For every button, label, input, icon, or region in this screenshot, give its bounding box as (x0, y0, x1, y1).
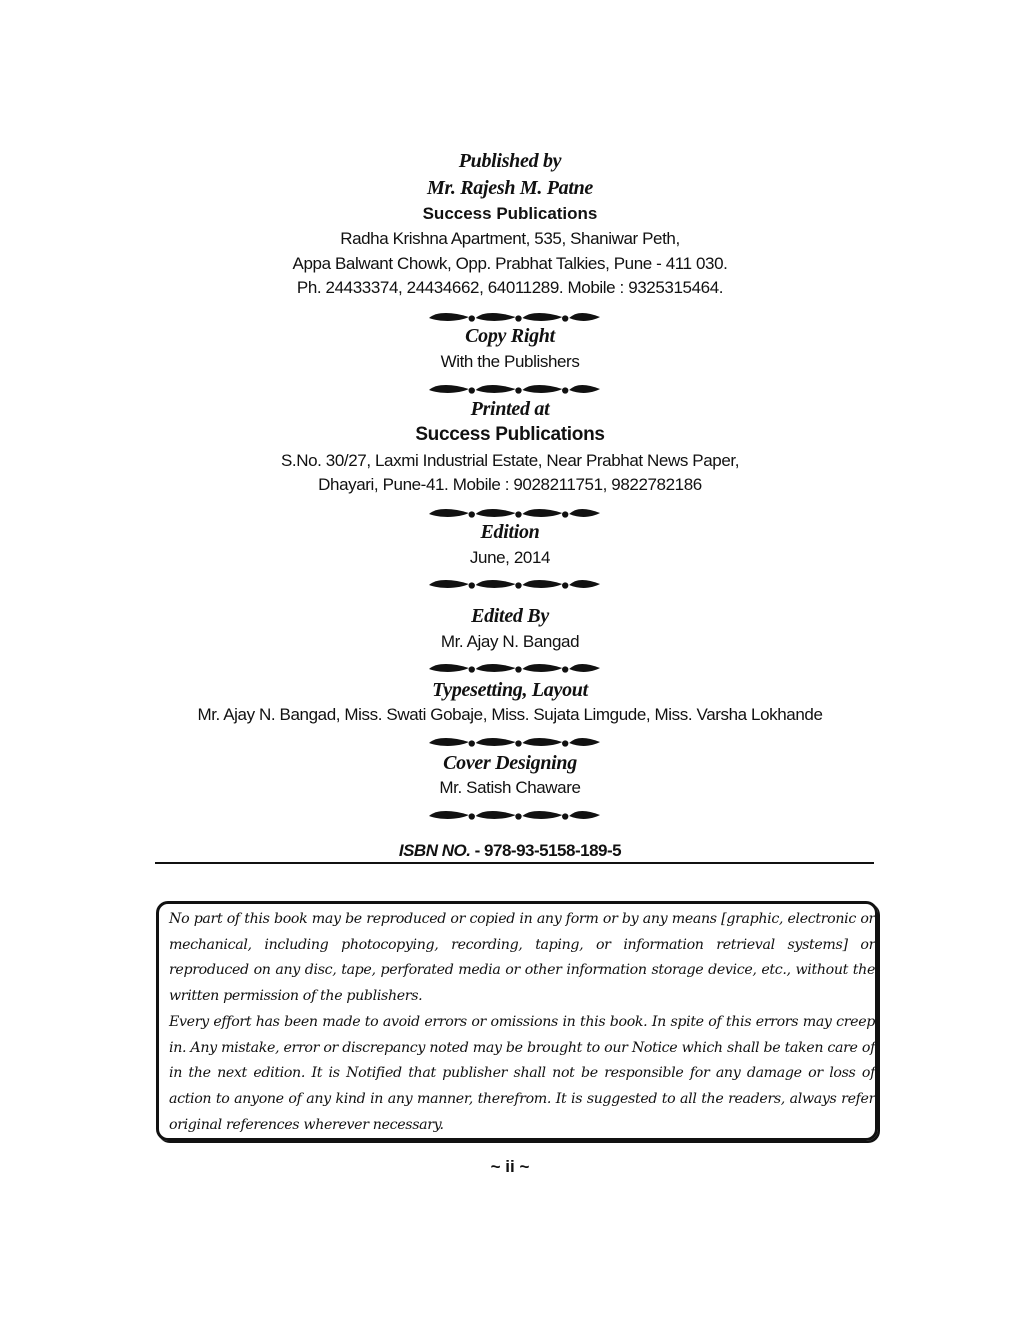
leaf-vine-divider-icon (427, 383, 602, 397)
horizontal-rule (155, 862, 874, 864)
publisher-address-line: Radha Krishna Apartment, 535, Shaniwar Peth, (340, 229, 680, 248)
edited-by-heading: Edited By (471, 605, 549, 627)
page-number: ~ ii ~ (490, 1157, 530, 1176)
leaf-vine-divider-icon (427, 507, 602, 521)
typesetting-heading: Typesetting, Layout (432, 679, 588, 701)
publisher-company: Success Publications (422, 204, 598, 223)
isbn-line (0, 841, 1020, 861)
edition-value: June, 2014 (469, 548, 551, 567)
printed-at-heading: Printed at (470, 398, 550, 420)
notice-paragraph: No part of this book may be reproduced or copied in any form or by any means [graphic, electronic or mechanical, including photocopying, recording, taping, or information retrieval systems] or reproduced on any disc, tape, perforated media or other information storage device, etc., without the written permission of the publishers. (169, 911, 875, 1005)
copyright-notice-box (156, 901, 878, 1141)
publisher-address-line: Appa Balwant Chowk, Opp. Prabhat Talkies, Pune - 411 030. (292, 254, 728, 273)
isbn-label: ISBN NO. (398, 841, 471, 860)
cover-designer-name: Mr. Satish Chaware (439, 778, 581, 797)
editor-name: Mr. Ajay N. Bangad (440, 632, 580, 651)
isbn-value: 978-93-5158-189-5 (484, 841, 622, 860)
publisher-phone-line: Ph. 24433374, 24434662, 64011289. Mobile : 9325315464. (296, 278, 724, 297)
leaf-vine-divider-icon (427, 578, 602, 592)
cover-designing-heading: Cover Designing (443, 752, 577, 774)
leaf-vine-divider-icon (427, 736, 602, 750)
printer-company: Success Publications (415, 424, 605, 445)
isbn-separator: - (470, 841, 485, 860)
copyright-value: With the Publishers (440, 352, 580, 371)
typesetting-names: Mr. Ajay N. Bangad, Miss. Swati Gobaje, Miss. Sujata Limgude, Miss. Varsha Lokhande (197, 705, 823, 724)
leaf-vine-divider-icon (427, 311, 602, 325)
printer-address-line: Dhayari, Pune-41. Mobile : 9028211751, 9822782186 (318, 475, 702, 494)
printer-address-line: S.No. 30/27, Laxmi Industrial Estate, Near Prabhat News Paper, (280, 451, 740, 470)
edition-heading: Edition (480, 521, 540, 543)
publisher-name: Mr. Rajesh M. Patne (427, 177, 593, 199)
notice-paragraph: Every effort has been made to avoid errors or omissions in this book. In spite of this errors may creep in. Any mistake, error or discrepancy noted may be brought to our Notice which shall be taken care of in the next edition. It is Notified that publisher shall not be responsible for any damage or loss of action to anyone of any kind in any manner, therefrom. It is suggested to all the readers, always refer original references wherever necessary. (169, 1013, 875, 1133)
leaf-vine-divider-icon (427, 662, 602, 676)
leaf-vine-divider-icon (427, 809, 602, 823)
copyright-heading: Copy Right (465, 325, 555, 347)
published-by-heading: Published by (458, 150, 562, 172)
